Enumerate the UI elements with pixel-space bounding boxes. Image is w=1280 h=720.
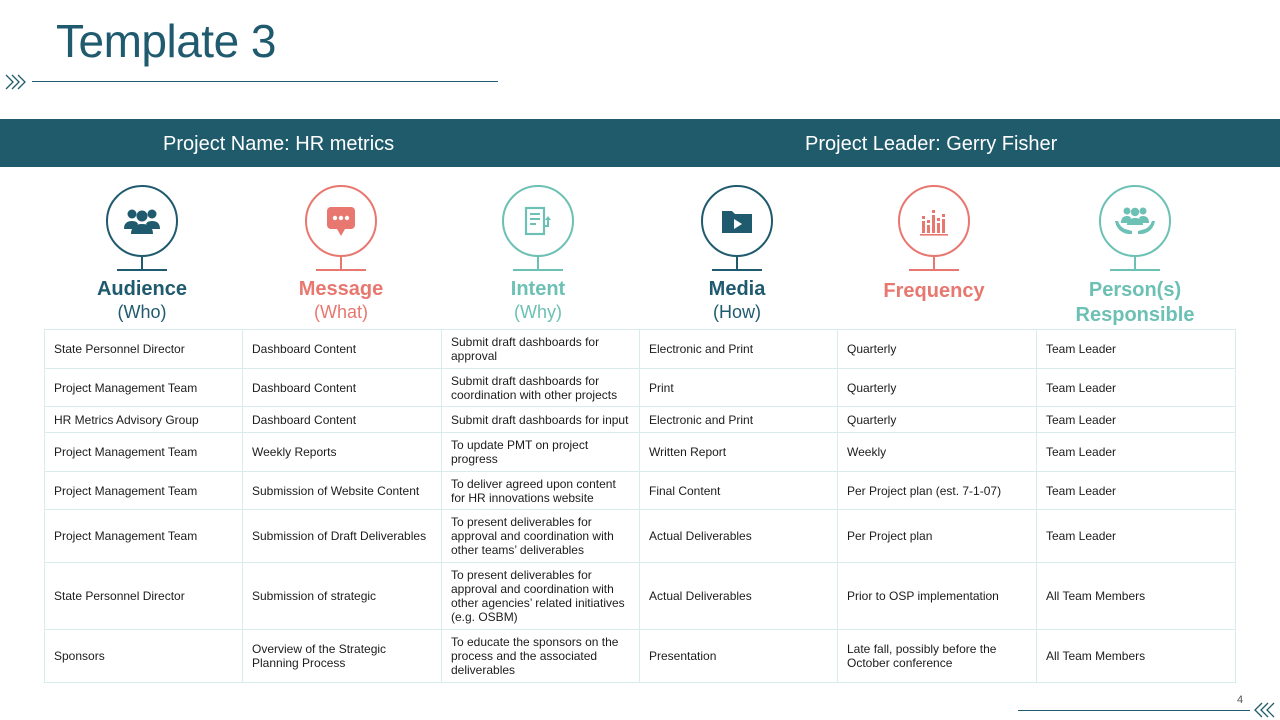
document-arrow-icon xyxy=(502,185,574,257)
table-cell: Weekly Reports xyxy=(243,433,442,472)
table-row xyxy=(45,510,1236,563)
table-cell: Dashboard Content xyxy=(243,407,442,433)
table-cell: Dashboard Content xyxy=(243,330,442,369)
table-cell: Submission of Draft Deliverables xyxy=(243,510,442,563)
table-cell: Per Project plan (est. 7-1-07) xyxy=(838,472,1037,510)
table-cell: To update PMT on project progress xyxy=(442,433,640,472)
table-cell: To deliver agreed upon content for HR innovations website xyxy=(442,472,640,510)
table-cell: Dashboard Content xyxy=(243,369,442,407)
column-label: Person(s) Responsible xyxy=(1075,279,1195,326)
column-header-media xyxy=(638,182,836,323)
column-sublabel: (What) xyxy=(314,302,368,322)
title-divider xyxy=(32,81,498,82)
bar-chart-icon xyxy=(898,185,970,257)
table-cell: Electronic and Print xyxy=(640,407,838,433)
table-cell: Sponsors xyxy=(45,630,243,683)
table-cell: Team Leader xyxy=(1037,407,1236,433)
table-cell: Quarterly xyxy=(838,407,1037,433)
table-cell: Submit draft dashboards for coordination with other projects xyxy=(442,369,640,407)
table-cell: All Team Members xyxy=(1037,563,1236,630)
icon-stem xyxy=(933,257,935,269)
video-folder-icon xyxy=(701,185,773,257)
table-row xyxy=(45,369,1236,407)
table-cell: Print xyxy=(640,369,838,407)
table-cell: Per Project plan xyxy=(838,510,1037,563)
column-sublabel: (Why) xyxy=(514,302,562,322)
table-cell: To educate the sponsors on the process and the associated deliverables xyxy=(442,630,640,683)
table-cell: Actual Deliverables xyxy=(640,563,838,630)
icon-stem xyxy=(141,257,143,269)
column-label: Audience xyxy=(96,278,188,300)
icon-stem xyxy=(1134,257,1136,269)
icon-base xyxy=(316,269,366,271)
table-cell: Weekly xyxy=(838,433,1037,472)
table-row xyxy=(45,630,1236,683)
table-cell: Submit draft dashboards for input xyxy=(442,407,640,433)
column-label: Media xyxy=(708,278,766,300)
communication-plan-table xyxy=(44,329,1236,683)
column-header-message xyxy=(242,182,440,323)
column-header-intent xyxy=(439,182,637,323)
table-cell: Project Management Team xyxy=(45,369,243,407)
project-name: Project Name: HR metrics xyxy=(163,133,395,155)
icon-base xyxy=(513,269,563,271)
project-leader: Project Leader: Gerry Fisher xyxy=(805,133,1058,155)
table-row xyxy=(45,433,1236,472)
project-banner xyxy=(0,119,1280,167)
table-cell: To present deliverables for approval and coordination with other agencies’ related initiatives (e.g. OSBM) xyxy=(442,563,640,630)
table-row xyxy=(45,563,1236,630)
table-cell: All Team Members xyxy=(1037,630,1236,683)
table-cell: State Personnel Director xyxy=(45,330,243,369)
table-cell: Submit draft dashboards for approval xyxy=(442,330,640,369)
table-cell: Overview of the Strategic Planning Process xyxy=(243,630,442,683)
table-cell: Electronic and Print xyxy=(640,330,838,369)
column-header-frequency xyxy=(835,182,1033,303)
icon-base xyxy=(117,269,167,271)
table-cell: Team Leader xyxy=(1037,369,1236,407)
double-chevron-left-icon xyxy=(1252,701,1278,719)
table-row xyxy=(45,407,1236,433)
table-cell: Submission of Website Content xyxy=(243,472,442,510)
page-number: 4 xyxy=(1237,694,1244,706)
column-sublabel: (Who) xyxy=(117,302,167,322)
column-sublabel: (How) xyxy=(713,302,761,322)
table-cell: Presentation xyxy=(640,630,838,683)
table-row xyxy=(45,472,1236,510)
table-cell: Prior to OSP implementation xyxy=(838,563,1037,630)
table-cell: Final Content xyxy=(640,472,838,510)
column-header-responsible xyxy=(1036,182,1234,328)
hands-people-icon xyxy=(1099,185,1171,257)
table-cell: Project Management Team xyxy=(45,433,243,472)
table-cell: HR Metrics Advisory Group xyxy=(45,407,243,433)
table-row xyxy=(45,330,1236,369)
table-cell: Project Management Team xyxy=(45,510,243,563)
icon-stem xyxy=(736,257,738,269)
column-label: Frequency xyxy=(883,280,985,302)
column-label: Intent xyxy=(510,278,566,300)
icon-base xyxy=(712,269,762,271)
table-cell: Written Report xyxy=(640,433,838,472)
double-chevron-right-icon xyxy=(4,72,32,92)
slide-title: Template 3 xyxy=(56,15,277,67)
chat-icon xyxy=(305,185,377,257)
table-cell: Actual Deliverables xyxy=(640,510,838,563)
people-icon xyxy=(106,185,178,257)
footer-divider xyxy=(1018,710,1250,711)
table-cell: Team Leader xyxy=(1037,510,1236,563)
table-cell: Team Leader xyxy=(1037,472,1236,510)
table-cell: State Personnel Director xyxy=(45,563,243,630)
table-cell: Late fall, possibly before the October conference xyxy=(838,630,1037,683)
table-cell: Quarterly xyxy=(838,330,1037,369)
table-cell: Quarterly xyxy=(838,369,1037,407)
table-cell: Team Leader xyxy=(1037,330,1236,369)
table-cell: Team Leader xyxy=(1037,433,1236,472)
icon-stem xyxy=(537,257,539,269)
icon-base xyxy=(1110,269,1160,271)
table-cell: Project Management Team xyxy=(45,472,243,510)
table-cell: To present deliverables for approval and coordination with other teams’ deliverables xyxy=(442,510,640,563)
icon-base xyxy=(909,269,959,271)
column-header-audience xyxy=(43,182,241,323)
table-cell: Submission of strategic xyxy=(243,563,442,630)
icon-stem xyxy=(340,257,342,269)
column-label: Message xyxy=(298,278,384,300)
